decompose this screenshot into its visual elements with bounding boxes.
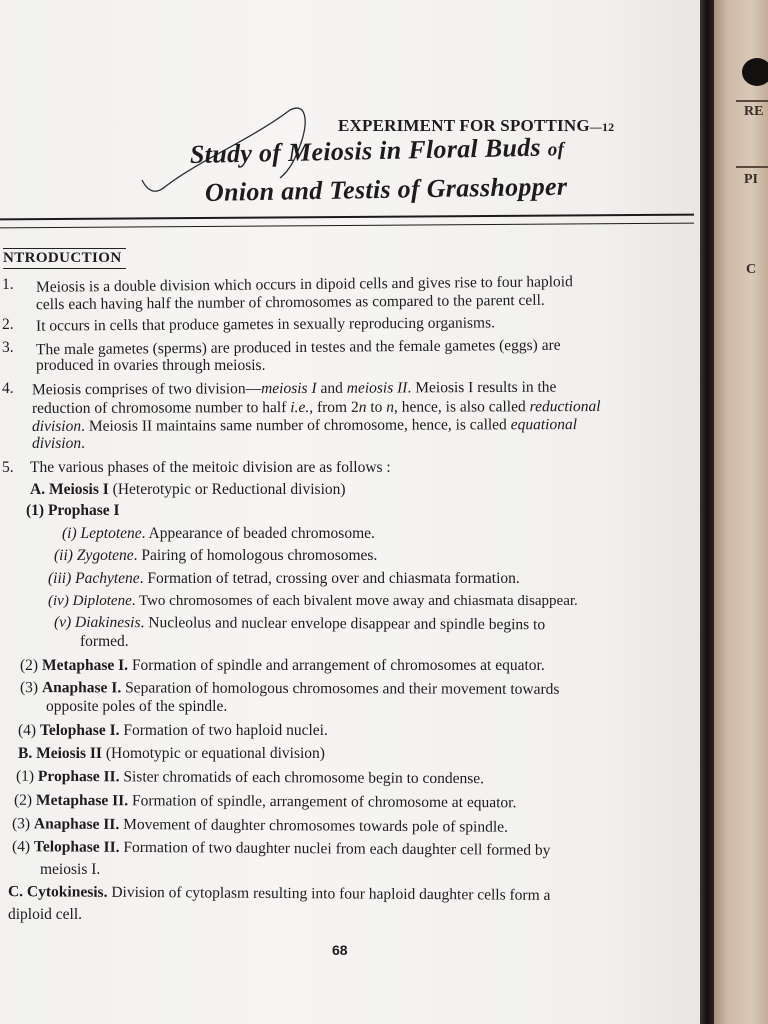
phase-prophase-2: (1) Prophase II. Sister chromatids of each chromosome begin to condense.	[15, 767, 485, 788]
phase-telophase-2: (4) Telophase II. Formation of two daughter nuclei from each daughter cell formed by	[11, 838, 551, 859]
substage-zygotene: (ii) Zygotene. Pairing of homologous chromosomes.	[54, 547, 378, 564]
phase-anaphase-2: (3) Anaphase II. Movement of daughter chromosomes towards pole of spindle.	[11, 815, 509, 836]
point-4-line-3: division. Meiosis II maintains same number of chromosome, hence, is called equational	[31, 416, 578, 435]
title-line-2: Onion and Testis of Grasshopper	[204, 171, 568, 207]
next-page-fragment-2: PI	[744, 172, 758, 187]
point-1-line-1: Meiosis is a double division which occurs in dipoid cells and gives rise to four haploid	[35, 273, 573, 296]
prophase-1-heading: (1) Prophase I	[26, 502, 120, 519]
point-4-line-1: Meiosis comprises of two division—meiosis I and meiosis II. Meiosis I results in the	[31, 378, 557, 399]
point-3-line-2: produced in ovaries through meiosis.	[36, 357, 266, 374]
cytokinesis-cont: diploid cell.	[8, 906, 83, 923]
next-page-fragment-3: C	[746, 262, 757, 277]
phase-metaphase-2: (2) Metaphase II. Formation of spindle, arrangement of chromosome at equator.	[13, 791, 517, 812]
point-5-number: 5.	[2, 459, 14, 476]
point-5-line-1: The various phases of the meitoic division are as follows :	[30, 459, 391, 476]
point-4-line-2: reduction of chromosome number to half i.e., from 2n to n, hence, is also called reductional	[31, 398, 601, 417]
point-3-number: 3.	[2, 339, 14, 356]
next-page-fragment-1: RE	[744, 104, 764, 119]
phase-telophase-2-cont: meiosis I.	[40, 861, 101, 878]
phase-telophase-1: (4) Telophase I. Formation of two haploid nuclei.	[18, 722, 328, 739]
experiment-label: EXPERIMENT FOR SPOTTING—12	[338, 116, 615, 135]
next-page-rule-2	[736, 166, 768, 168]
title-rule-thick	[0, 214, 694, 221]
next-page-edge	[714, 0, 768, 1024]
substage-leptotene: (i) Leptotene. Appearance of beaded chromosome.	[62, 525, 375, 542]
experiment-number: —12	[589, 120, 615, 134]
meiosis-1-heading: A. Meiosis I (Heterotypic or Reductional division)	[30, 481, 346, 498]
title-rule-thin	[0, 223, 694, 229]
next-page-rule-1	[736, 100, 768, 102]
point-2-line-1: It occurs in cells that produce gametes in sexually reproducing organisms.	[35, 314, 496, 335]
phase-anaphase-1-cont: opposite poles of the spindle.	[46, 698, 228, 715]
title-line-1-end: of	[547, 139, 565, 161]
ink-blot	[742, 58, 768, 86]
phase-anaphase-1: (3) Anaphase I. Separation of homologous chromosomes and their movement towards	[19, 679, 560, 698]
point-4-number: 4.	[2, 380, 14, 397]
page-number: 68	[332, 942, 348, 958]
phase-metaphase-1: (2) Metaphase I. Formation of spindle and arrangement of chromosomes at equator.	[20, 657, 545, 674]
point-3-line-1: The male gametes (sperms) are produced in testes and the female gametes (eggs) are	[35, 336, 561, 359]
substage-diakinesis: (v) Diakinesis. Nucleolus and nuclear envelope disappear and spindle begins to	[53, 613, 546, 634]
point-4-line-4: division.	[32, 435, 85, 452]
point-1-number: 1.	[2, 276, 14, 293]
point-2-number: 2.	[2, 316, 14, 333]
cytokinesis: C. Cytokinesis. Division of cytoplasm resulting into four haploid daughter cells form a	[7, 883, 551, 904]
section-heading: NTRODUCTION	[3, 248, 126, 269]
substage-diplotene: (iv) Diplotene. Two chromosomes of each bivalent move away and chiasmata disappear.	[48, 593, 578, 609]
book-binding	[700, 0, 714, 1024]
meiosis-2-heading: B. Meiosis II (Homotypic or equational division)	[18, 745, 325, 762]
substage-pachytene: (iii) Pachytene. Formation of tetrad, crossing over and chiasmata formation.	[48, 570, 520, 587]
substage-diakinesis-cont: formed.	[80, 633, 129, 650]
title-line-1: Study of Meiosis in Floral Buds of	[189, 132, 565, 169]
point-1-line-2: cells each having half the number of chromosomes as compared to the parent cell.	[35, 291, 545, 314]
